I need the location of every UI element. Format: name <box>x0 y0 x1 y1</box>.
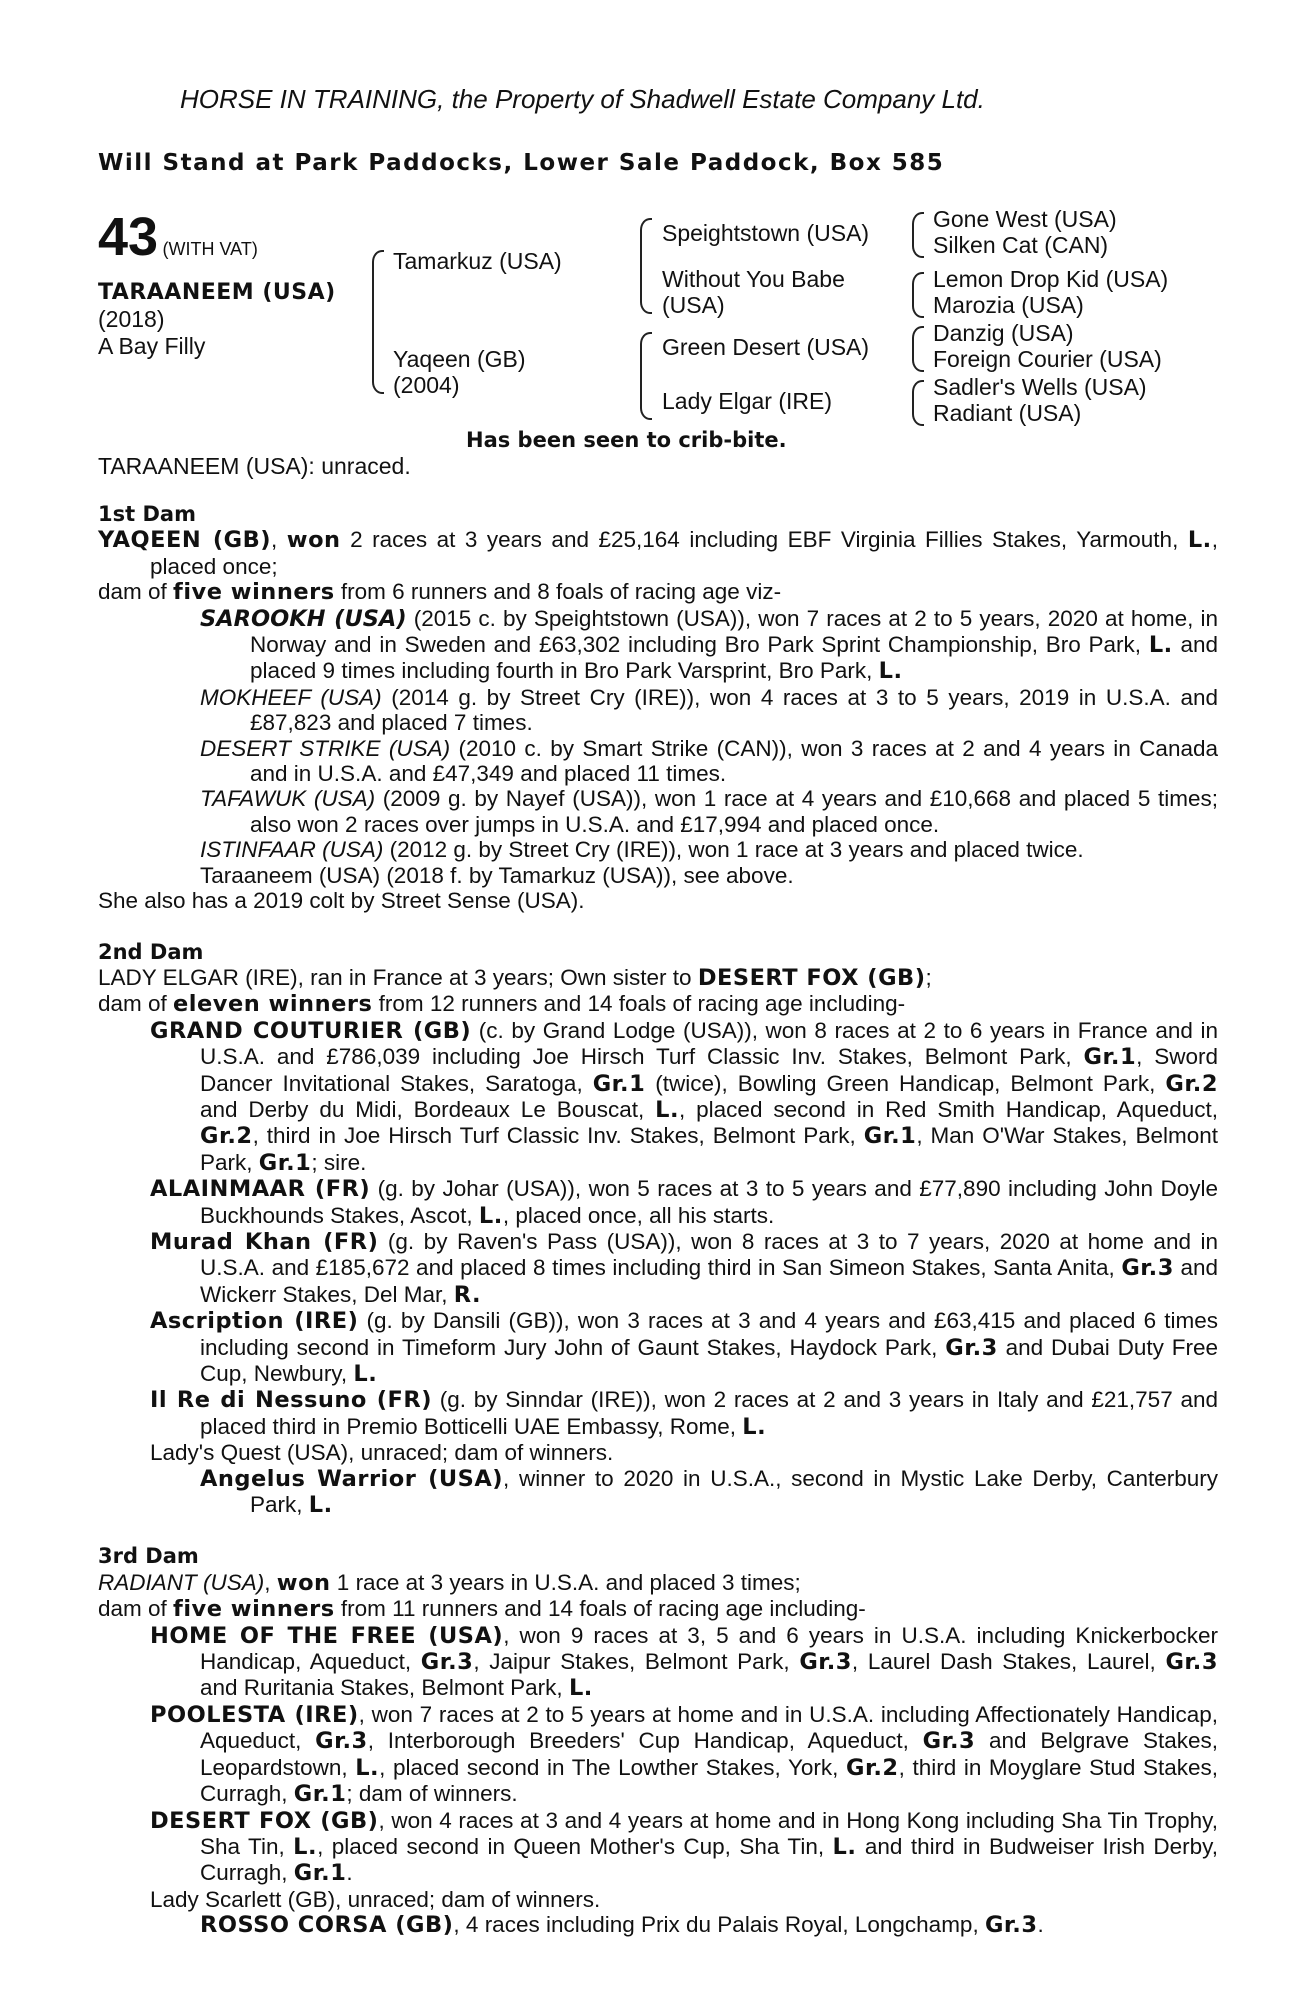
pedigree-ds-sire: Danzig (USA) <box>933 320 1074 346</box>
produce-entry: Taraaneem (USA) (2018 f. by Tamarkuz (USA)), see above. <box>200 862 794 888</box>
lot-number-block <box>98 206 258 268</box>
produce-entry: Il Re di Nessuno (FR) (g. by Sinndar (IRE)), won 2 races at 2 and 3 years in Italy and £21,757 and placed third in Premio Botticelli UAE Embassy, Rome, L. <box>150 1387 1219 1440</box>
pedigree-dam-dam: Lady Elgar (IRE) <box>662 388 833 414</box>
produce-entry: Murad Khan (FR) (g. by Raven's Pass (USA)), won 8 races at 3 to 7 years, 2020 at home and in U.S.A. and £185,672 and placed 8 times including third in San Simeon Stakes, Santa Anita, Gr.3 and Wickerr Stakes, Del Mar, R. <box>150 1228 1218 1308</box>
horse-description: A Bay Filly <box>98 333 206 359</box>
produce-entry: GRAND COUTURIER (GB) (c. by Grand Lodge (USA)), won 8 races at 2 to 6 years in France and in U.S.A. and £786,039 including Joe Hirsch Turf Classic Inv. Stakes, Belmont Park, Gr.1, Sword Dancer Invitational Stakes, Saratoga, Gr.1 (twice), Bowling Green Handicap, Belmont Park, Gr.2 and Derby du Midi, Bordeaux Le Bouscat, L., placed second in Red Smith Handicap, Aqueduct, Gr.2, third in Joe Hirsch Turf Classic Inv. Stakes, Belmont Park, Gr.1, Man O'War Stakes, Belmont Park, Gr.1; sire. <box>150 1017 1218 1176</box>
pedigree-dd-sire: Sadler's Wells (USA) <box>933 374 1147 400</box>
produce-entry: Ascription (IRE) (g. by Dansili (GB)), won 3 races at 3 and 4 years and £63,415 and placed 6 times including second in Timeform Jury John of Gaunt Stakes, Haydock Park, Gr.3 and Dubai Duty Free Cup, Newbury, L. <box>150 1308 1219 1387</box>
produce-entry: TAFAWUK (USA) (2009 g. by Nayef (USA)), won 1 race at 4 years and £10,668 and placed 5 times; also won 2 races over jumps in U.S.A. and £17,994 and placed once. <box>200 786 1218 837</box>
third-dam-line: RADIANT (USA), won 1 race at 3 years in U.S.A. and placed 3 times; <box>98 1569 801 1596</box>
produce-entry: ISTINFAAR (USA) (2012 g. by Street Cry (IRE)), won 1 race at 3 years and placed twice. <box>200 837 1084 863</box>
first-dam-line: YAQEEN (GB), won 2 races at 3 years and £25,164 including EBF Virginia Fillies Stakes, Yarmouth, L., placed once; <box>98 527 1218 579</box>
pedigree-sire-dam-country: (USA) <box>662 292 725 318</box>
first-dam-footnote: She also has a 2019 colt by Street Sense (USA). <box>98 888 585 914</box>
second-dam-heading: 2nd Dam <box>98 939 204 964</box>
pedigree-brace <box>912 212 924 258</box>
race-record: TARAANEEM (USA): unraced. <box>98 453 411 479</box>
pedigree-dam-sire: Green Desert (USA) <box>662 334 870 360</box>
horse-name: TARAANEEM (USA) <box>98 280 336 305</box>
venue-line: Will Stand at Park Paddocks, Lower Sale Paddock, Box 585 <box>98 150 945 176</box>
produce-entry: Lady's Quest (USA), unraced; dam of winners. <box>150 1440 614 1466</box>
pedigree-sd-sire: Lemon Drop Kid (USA) <box>933 266 1169 292</box>
third-dam-heading: 3rd Dam <box>98 1544 199 1569</box>
produce-entry: Lady Scarlett (GB), unraced; dam of winners. <box>150 1886 601 1912</box>
produce-entry: DESERT FOX (GB), won 4 races at 3 and 4 years at home and in Hong Kong including Sha Tin Trophy, Sha Tin, L., placed second in Queen Mother's Cup, Sha Tin, L. and third in Budweiser Irish Derby, Curragh, Gr.1. <box>150 1807 1218 1887</box>
pedigree-sire-dam: Without You Babe <box>662 266 845 292</box>
pedigree-brace <box>912 380 924 426</box>
pedigree-sire-sire: Speightstown (USA) <box>662 220 870 246</box>
foaling-year: (2018) <box>98 306 165 332</box>
pedigree-dd-dam: Radiant (USA) <box>933 400 1082 426</box>
produce-entry: ALAINMAAR (FR) (g. by Johar (USA)), won 5 races at 3 to 5 years and £77,890 including John Doyle Buckhounds Stakes, Ascot, L., placed once, all his starts. <box>150 1176 1218 1229</box>
second-dam-produce-summary: dam of eleven winners from 12 runners and 14 foals of racing age including- <box>98 991 906 1018</box>
pedigree-ss-sire: Gone West (USA) <box>933 206 1117 232</box>
first-dam-produce-summary: dam of five winners from 6 runners and 8 foals of racing age viz- <box>98 579 782 606</box>
produce-entry: HOME OF THE FREE (USA), won 9 races at 3, 5 and 6 years in U.S.A. including Knickerbocker Handicap, Aqueduct, Gr.3, Jaipur Stakes, Belmont Park, Gr.3, Laurel Dash Stakes, Laurel, Gr.3 and Ruritania Stakes, Belmont Park, L. <box>150 1622 1219 1702</box>
pedigree-brace <box>912 326 924 372</box>
pedigree-brace <box>640 332 652 420</box>
pedigree-dam-year: (2004) <box>393 372 460 398</box>
produce-entry: DESERT STRIKE (USA) (2010 c. by Smart Strike (CAN)), won 3 races at 2 and 4 years in Canada and in U.S.A. and £47,349 and placed 11 times. <box>200 735 1219 787</box>
crib-bite-note: Has been seen to crib-bite. <box>466 428 787 452</box>
vat-label: (WITH VAT) <box>162 239 258 259</box>
pedigree-brace <box>372 250 384 394</box>
pedigree-ds-dam: Foreign Courier (USA) <box>933 346 1162 372</box>
produce-entry: Angelus Warrior (USA), winner to 2020 in U.S.A., second in Mystic Lake Derby, Canterbury Park, L. <box>200 1465 1218 1519</box>
produce-entry: POOLESTA (IRE), won 7 races at 2 to 5 years at home and in U.S.A. including Affectionately Handicap, Aqueduct, Gr.3, Interborough Breeders' Cup Handicap, Aqueduct, Gr.3 and Belgrave Stakes, Leopardstown, L., placed second in The Lowther Stakes, York, Gr.2, third in Moyglare Stud Stakes, Curragh, Gr.1; dam of winners. <box>150 1701 1219 1808</box>
produce-entry: ROSSO CORSA (GB), 4 races including Prix du Palais Royal, Longchamp, Gr.3. <box>200 1912 1044 1939</box>
pedigree-brace <box>912 272 924 318</box>
pedigree-sire: Tamarkuz (USA) <box>393 248 562 274</box>
pedigree-ss-dam: Silken Cat (CAN) <box>933 232 1109 258</box>
pedigree-dam: Yaqeen (GB) <box>393 346 526 372</box>
produce-entry: SAROOKH (USA) (2015 c. by Speightstown (USA)), won 7 races at 2 to 5 years, 2020 at home, in Norway and in Sweden and £63,302 including Bro Park Sprint Championship, Bro Park, L. and placed 9 times including fourth in Bro Park Varsprint, Bro Park, L. <box>200 605 1218 685</box>
pedigree-brace <box>640 218 652 314</box>
produce-entry: MOKHEEF (USA) (2014 g. by Street Cry (IRE)), won 4 races at 3 to 5 years, 2019 in U.S.A. and £87,823 and placed 7 times. <box>200 684 1218 736</box>
produce-record <box>98 502 1218 1939</box>
third-dam-produce-summary: dam of five winners from 11 runners and 14 foals of racing age including- <box>98 1596 866 1623</box>
first-dam-heading: 1st Dam <box>98 502 196 526</box>
pedigree-sd-dam: Marozia (USA) <box>933 292 1084 318</box>
second-dam-line: LADY ELGAR (IRE), ran in France at 3 years; Own sister to DESERT FOX (GB); <box>98 964 932 991</box>
consignor-line: HORSE IN TRAINING, the Property of Shadwell Estate Company Ltd. <box>180 84 985 114</box>
lot-number: 43 <box>98 207 159 267</box>
